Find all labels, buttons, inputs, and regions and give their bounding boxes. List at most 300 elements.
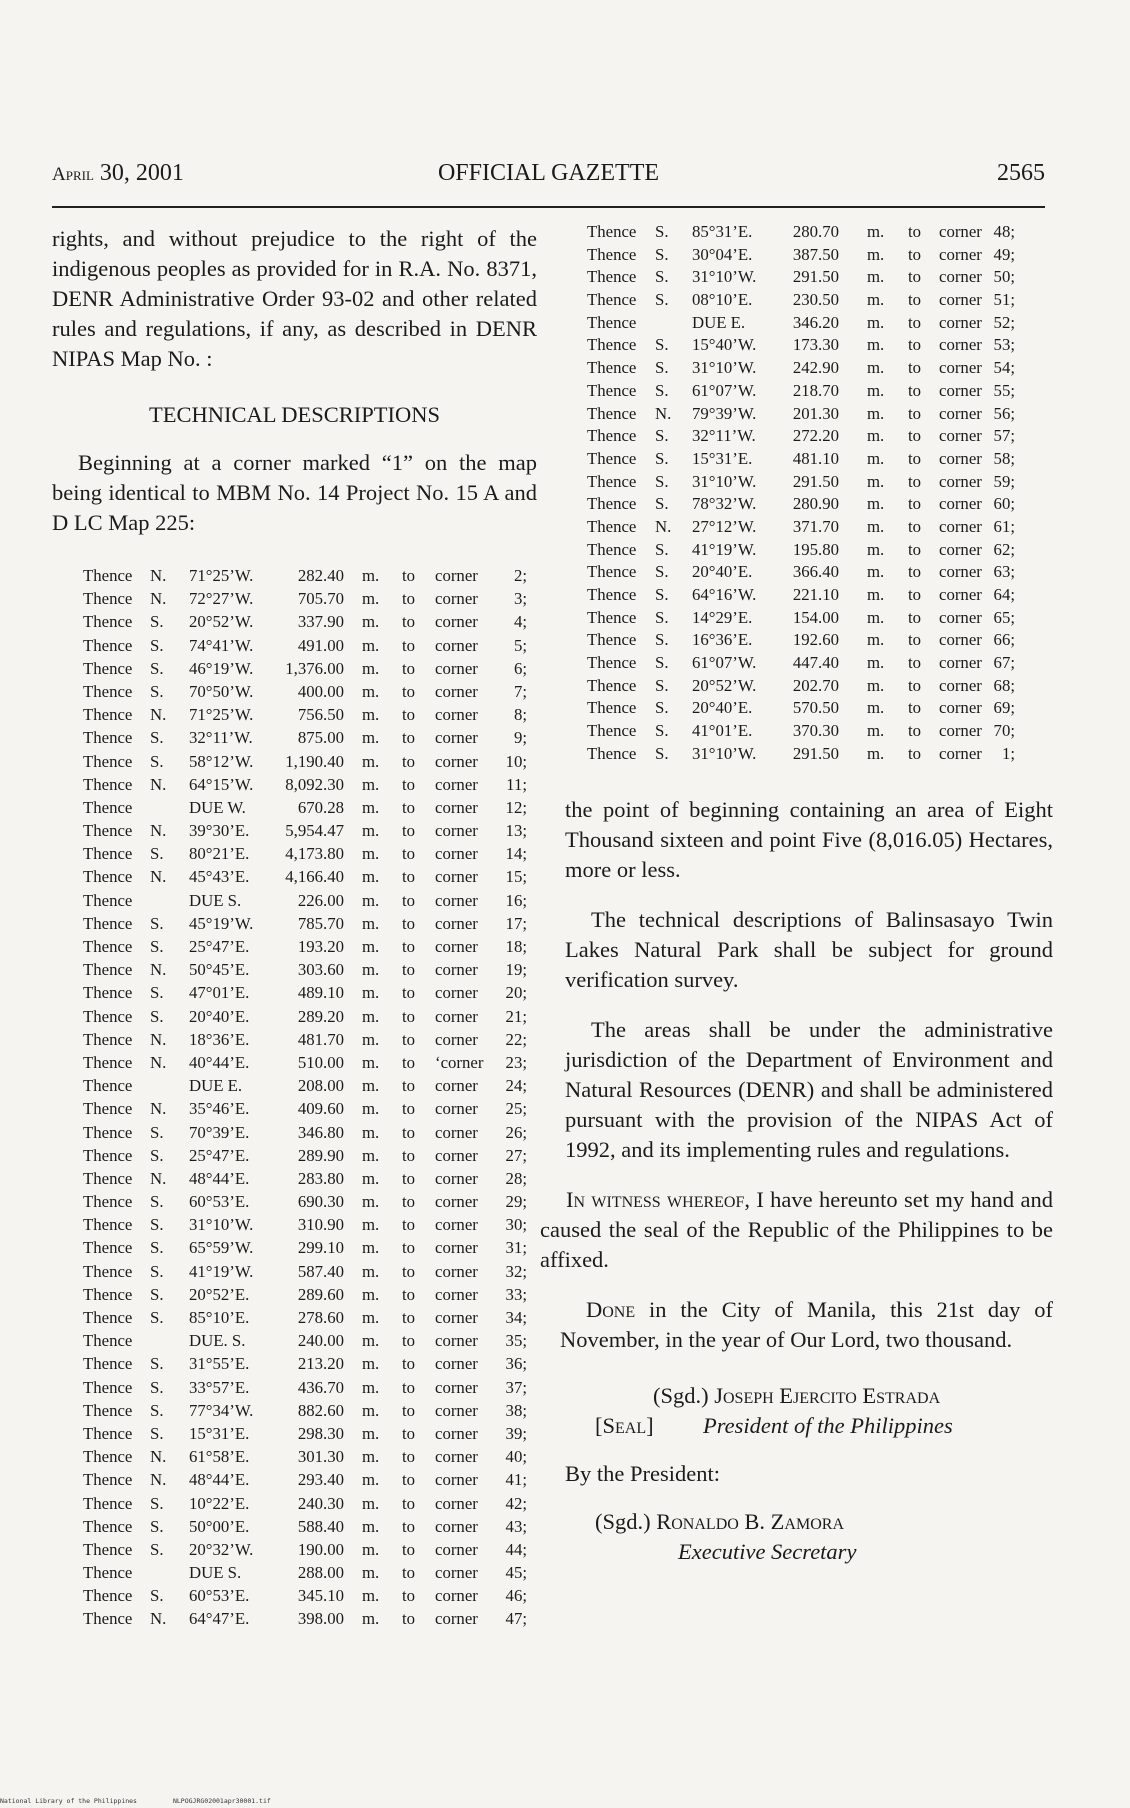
unit: m. [362,1006,380,1026]
corner-number: 59; [993,471,1015,491]
boundary-row [52,1354,537,1377]
to-word: to [908,471,922,491]
corner-word: corner [435,1586,478,1606]
bearing: 61°58’E. [189,1447,250,1467]
direction: N. [150,1447,167,1467]
boundary-row [52,1401,537,1424]
distance: 371.70 [792,516,839,536]
corner-number: 57; [993,426,1015,446]
thence-word: Thence [83,566,133,585]
bearing: 45°19’W. [189,913,254,933]
corner-number: 60; [993,494,1015,514]
unit: m. [867,585,885,604]
direction: S. [150,1261,164,1281]
direction: S. [150,937,164,956]
thence-word: Thence [83,1470,133,1490]
to-word: to [402,937,416,956]
to-word: to [402,681,416,701]
corner-number: 61; [993,516,1015,536]
direction: S. [655,358,669,378]
thence-word: Thence [83,1377,133,1397]
to-word: to [402,867,416,887]
corner-word: corner [435,751,478,771]
to-word: to [402,1563,416,1583]
bearing: 20°52’W. [189,612,254,632]
bearing: 41°19’W. [692,539,757,559]
boundary-row [52,1030,537,1053]
boundary-row [52,1099,537,1122]
boundary-row [52,1447,537,1470]
corner-number: 54; [993,358,1015,378]
corner-number: 31; [505,1238,527,1258]
thence-word: Thence [587,516,637,536]
direction: S. [655,743,669,763]
direction: N. [150,566,167,585]
direction: S. [150,1308,164,1327]
boundary-row [52,1563,537,1586]
corner-number: 69; [993,698,1015,718]
thence-word: Thence [83,774,133,794]
bearing: 64°47’E. [189,1609,250,1629]
to-word: to [908,630,922,650]
distance: 4,173.80 [285,844,344,864]
corner-number: 38; [505,1400,527,1420]
unit: m. [362,1029,380,1049]
boundary-row [52,682,537,705]
boundary-row [52,1007,537,1030]
direction: S. [655,448,669,468]
corner-word: corner [939,721,982,741]
unit: m. [362,1284,380,1304]
direction: S. [655,380,669,400]
direction: S. [150,658,164,678]
boundary-row [52,798,537,821]
corner-word: corner [435,1215,478,1235]
thence-word: Thence [83,1076,133,1096]
direction: N. [655,516,672,536]
thence-word: Thence [587,380,637,400]
to-word: to [402,1284,416,1304]
corner-number: 8; [513,705,527,725]
distance: 346.20 [792,312,839,332]
to-word: to [908,675,922,695]
president-name: Joseph Ejercito Estrada [714,1382,941,1408]
direction: S. [150,1284,164,1304]
unit: m. [867,222,885,241]
bearing: 70°50’W. [189,681,254,701]
thence-word: Thence [83,1609,133,1629]
president-sgd: (Sgd.) [653,1382,709,1408]
unit: m. [362,1563,380,1583]
boundary-row [565,562,1053,585]
unit: m. [362,1192,380,1212]
boundary-row [52,566,537,589]
distance: 5,954.47 [285,821,344,841]
corner-word: corner [435,890,478,910]
corner-number: 11; [506,774,527,794]
boundary-row [52,1238,537,1261]
corner-number: 42; [505,1493,527,1513]
corner-number: 48; [993,222,1015,241]
distance: 1,376.00 [285,658,344,678]
bearing: 25°47’E. [189,1145,250,1165]
bearing: 20°40’E. [189,1006,250,1026]
to-word: to [402,913,416,933]
boundary-row [565,494,1053,517]
unit: m. [362,1215,380,1235]
distance: 195.80 [792,539,839,559]
bearing: 71°25’W. [189,705,254,725]
boundary-row [565,472,1053,495]
corner-number: 16; [505,890,527,910]
boundary-row [52,1494,537,1517]
thence-word: Thence [83,1006,133,1026]
boundary-row [565,449,1053,472]
distance: 193.20 [297,937,344,956]
corner-number: 41; [505,1470,527,1490]
unit: m. [867,312,885,332]
distance: 282.40 [297,566,344,585]
to-word: to [402,728,416,748]
unit: m. [362,890,380,910]
corner-number: 32; [505,1261,527,1281]
distance: 192.60 [792,630,839,650]
thence-word: Thence [587,335,637,355]
thence-word: Thence [587,698,637,718]
corner-word: corner [939,222,982,241]
bearing: 61°07’W. [692,380,757,400]
to-word: to [402,1586,416,1606]
boundary-row [52,1470,537,1493]
to-word: to [908,494,922,514]
unit: m. [362,1400,380,1420]
right-column [540,222,1053,1567]
to-word: to [402,1145,416,1165]
header-page-number: 2565 [997,160,1045,186]
verification-paragraph: The technical descriptions of Balinsasayo Twin Lakes Natural Park shall be subject for ground verification survey. [565,906,1053,992]
boundary-row [52,1146,537,1169]
corner-word: corner [435,1099,478,1119]
bearing: DUE E. [692,312,746,332]
direction: N. [150,867,167,887]
distance: 489.10 [297,983,344,1003]
unit: m. [362,1122,380,1142]
corner-word: corner [435,1516,478,1536]
unit: m. [362,1238,380,1258]
unit: m. [867,675,885,695]
boundary-row [565,426,1053,449]
header-date-rest: 30, 2001 [93,160,184,186]
to-word: to [402,1029,416,1049]
to-word: to [402,1099,416,1119]
corner-word: corner [939,562,982,582]
bearing: 77°34’W. [189,1400,254,1420]
distance: 8,092.30 [285,774,344,794]
distance: 202.70 [792,675,839,695]
corner-number: 24; [505,1076,527,1096]
bearing: 31°55’E. [189,1354,250,1374]
bearing: 08°10’E. [692,290,753,310]
corner-word: corner [435,1168,478,1188]
distance: 337.90 [297,612,344,632]
unit: m. [867,653,885,673]
distance: 409.60 [297,1099,344,1119]
distance: 283.80 [297,1168,344,1188]
to-word: to [402,1470,416,1490]
direction: N. [150,1609,167,1629]
direction: S. [150,681,164,701]
boundary-row [52,1424,537,1447]
distance: 875.00 [297,728,344,748]
corner-word: corner [435,1192,478,1212]
boundary-row [565,676,1053,699]
bearing: 60°53’E. [189,1192,250,1212]
unit: m. [867,471,885,491]
distance: 366.40 [792,562,839,582]
boundary-row [565,290,1053,313]
unit: m. [362,1377,380,1397]
distance: 278.60 [297,1308,344,1327]
corner-number: 47; [505,1609,527,1629]
distance: 298.30 [297,1423,344,1443]
header-publication: OFFICIAL GAZETTE [437,160,660,186]
bearing: 65°59’W. [189,1238,254,1258]
direction: S. [655,562,669,582]
boundary-row [52,1331,537,1354]
scan-footer [0,1797,307,1805]
to-word: to [908,698,922,718]
bearing: 32°11’W. [692,426,756,446]
direction: S. [150,913,164,933]
bearing: 16°36’E. [692,630,753,650]
unit: m. [362,1354,380,1374]
unit: m. [362,913,380,933]
distance: 289.20 [297,1006,344,1026]
to-word: to [402,1052,416,1072]
direction: N. [150,821,167,841]
boundary-row [52,960,537,983]
direction: N. [150,1029,167,1049]
bearing: 30°04’E. [692,244,753,264]
distance: 481.10 [792,448,839,468]
bearing: 47°01’E. [189,983,250,1003]
corner-number: 56; [993,403,1015,423]
boundary-row [52,1308,537,1331]
to-word: to [402,844,416,864]
corner-number: 20; [505,983,527,1003]
secretary-title: Executive Secretary [678,1538,857,1564]
corner-number: 3; [513,589,527,609]
boundary-row [52,1192,537,1215]
corner-number: 25; [505,1099,527,1119]
boundary-row [565,245,1053,268]
distance: 346.80 [297,1122,344,1142]
bearing: 40°44’E. [189,1052,250,1072]
direction: N. [150,589,167,609]
direction: S. [655,630,669,650]
distance: 4,166.40 [285,867,344,887]
corner-number: 13; [505,821,527,841]
unit: m. [362,1423,380,1443]
corner-number: 63; [993,562,1015,582]
distance: 280.70 [792,222,839,241]
thence-word: Thence [83,797,133,817]
unit: m. [867,426,885,446]
bearing: 31°10’W. [189,1215,254,1235]
distance: 293.40 [297,1470,344,1490]
thence-word: Thence [83,844,133,864]
corner-word: corner [435,681,478,701]
witness-lead: In witness whereof, [566,1186,750,1212]
thence-word: Thence [83,1145,133,1165]
direction: S. [150,1238,164,1258]
thence-word: Thence [587,494,637,514]
unit: m. [362,1145,380,1165]
distance: 690.30 [297,1192,344,1212]
to-word: to [908,358,922,378]
footer-file: NLPOGJRG02001apr30001.tif [172,1797,271,1805]
distance: 272.20 [792,426,839,446]
bearing: 74°41’W. [189,635,254,655]
direction: N. [150,960,167,980]
corner-number: 67; [993,653,1015,673]
distance: 447.40 [792,653,839,673]
to-word: to [908,721,922,741]
unit: m. [362,960,380,980]
direction: S. [655,675,669,695]
bearing: 20°40’E. [692,698,753,718]
thence-word: Thence [83,681,133,701]
thence-word: Thence [587,585,637,604]
to-word: to [402,589,416,609]
to-word: to [402,1331,416,1351]
to-word: to [402,705,416,725]
direction: S. [150,1516,164,1536]
distance: 387.50 [792,244,839,264]
direction: S. [655,585,669,604]
corner-word: corner [939,312,982,332]
boundary-row [52,1517,537,1540]
secretary-signature [565,1507,1053,1537]
direction: S. [150,1493,164,1513]
bearing: 41°01’E. [692,721,753,741]
corner-word: corner [435,1261,478,1281]
thence-word: Thence [83,728,133,748]
bearing: 35°46’E. [189,1099,250,1119]
corner-number: 27; [505,1145,527,1165]
corner-word: corner [435,612,478,632]
right-boundary-table [565,222,1053,767]
distance: 570.50 [792,698,839,718]
corner-word: corner [939,585,982,604]
thence-word: Thence [587,675,637,695]
corner-number: 23; [505,1052,527,1072]
distance: 301.30 [297,1447,344,1467]
direction: S. [150,1192,164,1212]
corner-number: 29; [505,1192,527,1212]
corner-number: 43; [505,1516,527,1536]
bearing: 27°12’W. [692,516,757,536]
corner-word: corner [435,705,478,725]
direction: S. [655,653,669,673]
direction: N. [150,774,167,794]
thence-word: Thence [83,1052,133,1072]
thence-word: Thence [83,705,133,725]
bearing: 18°36’E. [189,1029,250,1049]
to-word: to [908,585,922,604]
corner-word: corner [435,1354,478,1374]
distance: 242.90 [792,358,839,378]
corner-number: 33; [505,1284,527,1304]
bearing: DUE E. [189,1076,243,1096]
corner-number: 51; [993,290,1015,310]
unit: m. [362,635,380,655]
boundary-row [565,404,1053,427]
direction: S. [150,1006,164,1026]
corner-word: corner [939,335,982,355]
thence-word: Thence [587,721,637,741]
corner-word: corner [939,426,982,446]
bearing: 15°31’E. [189,1423,250,1443]
unit: m. [867,539,885,559]
boundary-row [565,267,1053,290]
bearing: 41°19’W. [189,1261,254,1281]
corner-number: 62; [993,539,1015,559]
distance: 310.90 [297,1215,344,1235]
direction: N. [150,1099,167,1119]
to-word: to [908,653,922,673]
distance: 230.50 [792,290,839,310]
bearing: DUE S. [189,1563,242,1583]
distance: 303.60 [297,960,344,980]
distance: 587.40 [297,1261,344,1281]
bearing: 25°47’E. [189,937,250,956]
boundary-row [52,1285,537,1308]
corner-word: corner [939,630,982,650]
corner-number: 49; [993,244,1015,264]
corner-number: 58; [993,448,1015,468]
to-word: to [908,426,922,446]
to-word: to [908,335,922,355]
to-word: to [402,658,416,678]
boundary-row [52,983,537,1006]
thence-word: Thence [83,1284,133,1304]
boundary-row [52,867,537,890]
thence-word: Thence [587,539,637,559]
boundary-row [565,381,1053,404]
corner-word: corner [435,1006,478,1026]
unit: m. [362,1539,380,1559]
boundary-row [52,636,537,659]
direction: S. [655,222,669,241]
unit: m. [867,403,885,423]
unit: m. [362,1331,380,1351]
boundary-row [52,752,537,775]
direction: S. [150,1400,164,1420]
distance: 221.10 [792,585,839,604]
distance: 491.00 [297,635,344,655]
thence-word: Thence [83,1539,133,1559]
distance: 226.00 [297,890,344,910]
to-word: to [908,290,922,310]
direction: S. [150,1586,164,1606]
unit: m. [867,244,885,264]
unit: m. [362,566,380,585]
corner-word: corner [435,1377,478,1397]
corner-word: corner [435,1308,478,1327]
to-word: to [402,1261,416,1281]
technical-descriptions-title: TECHNICAL DESCRIPTIONS [148,402,441,427]
